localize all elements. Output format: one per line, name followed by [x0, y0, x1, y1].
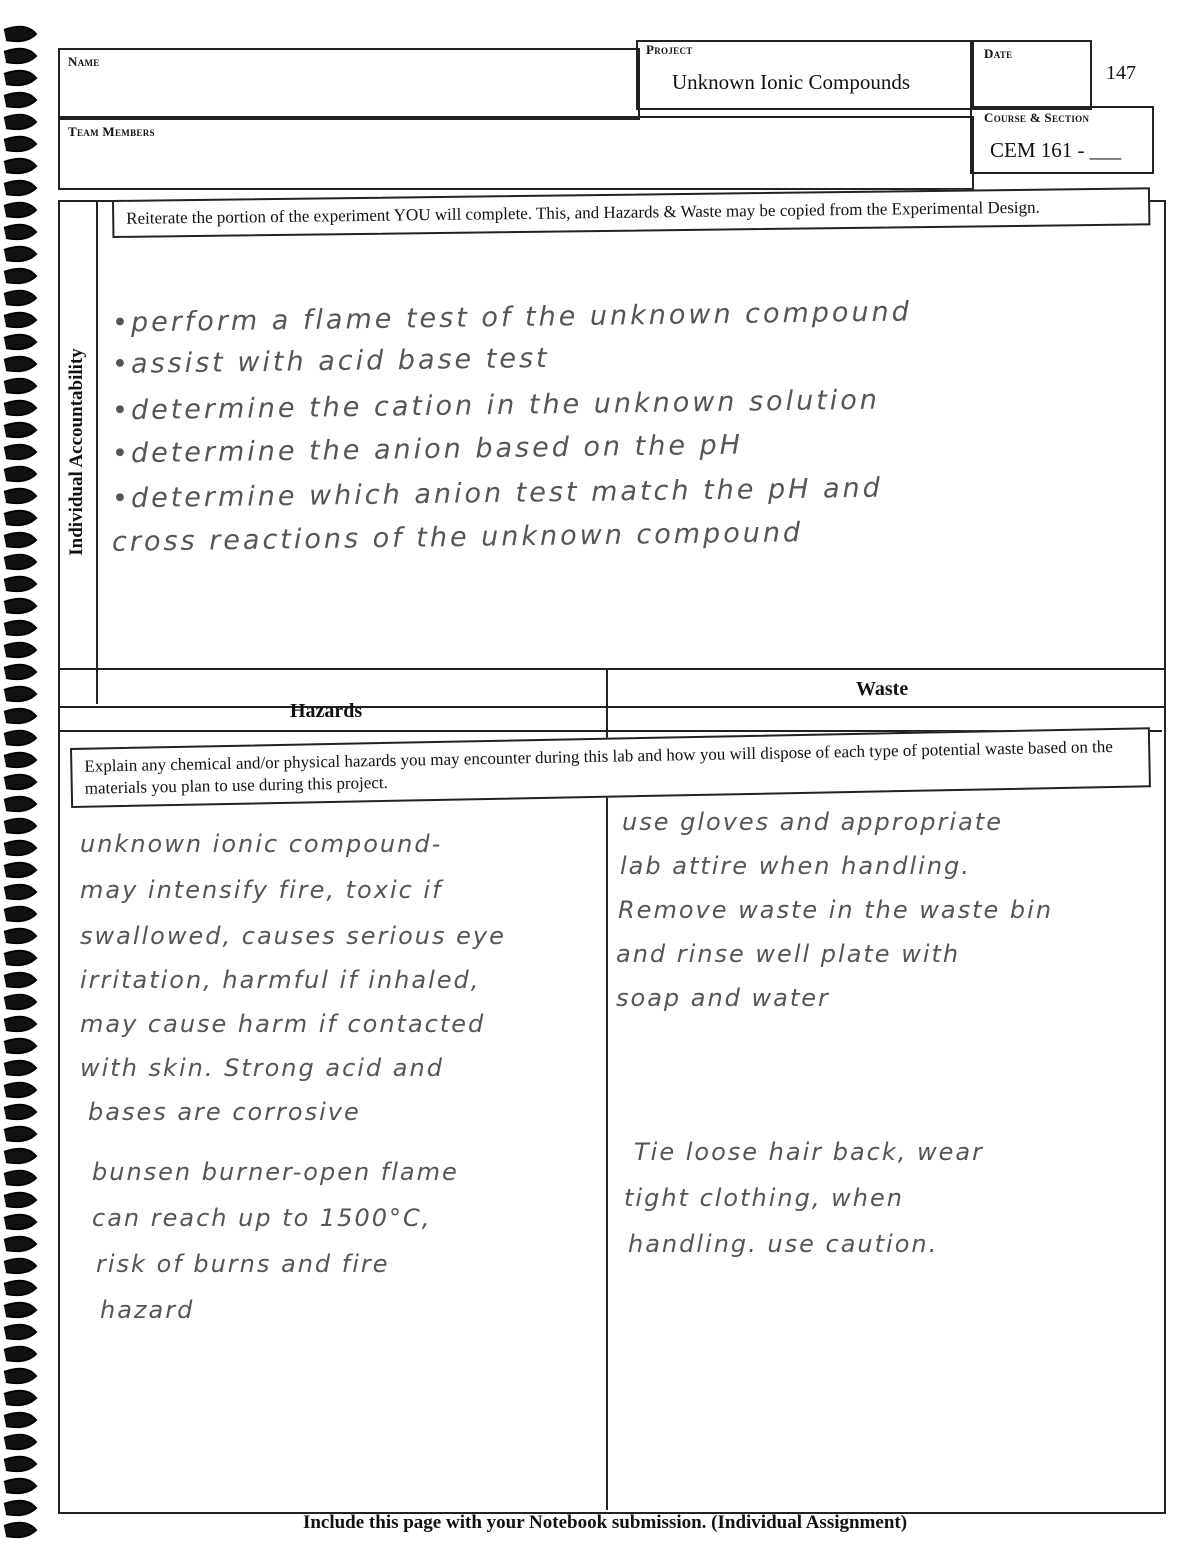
- waste-line: Tie loose hair back, wear: [634, 1138, 984, 1166]
- spiral-coil: [4, 995, 36, 1009]
- hazard-line: can reach up to 1500°C,: [92, 1204, 432, 1232]
- hazard-notes: [80, 812, 602, 1372]
- spiral-coil: [4, 401, 36, 415]
- team-box: [58, 116, 974, 190]
- spiral-coil: [4, 775, 36, 789]
- course-value: CEM 161 - ___: [990, 138, 1122, 162]
- spiral-coil: [4, 797, 36, 811]
- accountability-line: •assist with acid base test: [111, 342, 550, 381]
- project-label: Project: [646, 42, 693, 57]
- spiral-coil: [4, 1369, 36, 1383]
- spiral-binding: [0, 10, 44, 1550]
- spiral-coil: [4, 731, 36, 745]
- spiral-coil: [4, 1237, 36, 1251]
- hazard-line: risk of burns and fire: [96, 1250, 390, 1278]
- spiral-coil: [4, 357, 36, 371]
- date-label: Date: [984, 46, 1013, 61]
- spiral-coil: [4, 973, 36, 987]
- spiral-coil: [4, 1325, 36, 1339]
- spiral-coil: [4, 929, 36, 943]
- spiral-coil: [4, 181, 36, 195]
- spiral-coil: [4, 115, 36, 129]
- waste-line: soap and water: [616, 984, 830, 1012]
- spiral-coil: [4, 1457, 36, 1471]
- accountability-line: •determine the anion based on the pH: [111, 429, 744, 470]
- spiral-coil: [4, 1391, 36, 1405]
- accountability-notes: [112, 290, 1152, 590]
- spiral-coil: [4, 555, 36, 569]
- waste-line: tight clothing, when: [624, 1184, 904, 1212]
- hazard-line: with skin. Strong acid and: [80, 1054, 444, 1082]
- spiral-coil: [4, 225, 36, 239]
- spiral-coil: [4, 1259, 36, 1273]
- page-number: 147: [1106, 62, 1136, 84]
- name-label: Name: [68, 54, 100, 69]
- project-value: Unknown Ionic Compounds: [672, 70, 910, 94]
- hazard-line: bases are corrosive: [88, 1098, 361, 1126]
- waste-line: lab attire when handling.: [620, 852, 971, 880]
- spiral-coil: [4, 753, 36, 767]
- spiral-coil: [4, 467, 36, 481]
- spiral-coil: [4, 291, 36, 305]
- spiral-coil: [4, 203, 36, 217]
- spiral-coil: [4, 665, 36, 679]
- spiral-coil: [4, 1435, 36, 1449]
- spiral-coil: [4, 489, 36, 503]
- spiral-coil: [4, 1479, 36, 1493]
- spiral-coil: [4, 247, 36, 261]
- accountability-instruction: Reiterate the portion of the experiment YOU will complete. This, and Hazards & Waste may be copied from the Experimental Design.: [112, 187, 1150, 238]
- spiral-coil: [4, 907, 36, 921]
- hazard-line: bunsen burner-open flame: [92, 1158, 459, 1186]
- spiral-coil: [4, 885, 36, 899]
- spiral-coil: [4, 1303, 36, 1317]
- spiral-coil: [4, 1215, 36, 1229]
- spiral-coil: [4, 951, 36, 965]
- accountability-line: •determine the cation in the unknown solution: [111, 384, 881, 427]
- spiral-coil: [4, 49, 36, 63]
- spiral-coil: [4, 1083, 36, 1097]
- spiral-coil: [4, 1039, 36, 1053]
- spiral-coil: [4, 1171, 36, 1185]
- hazard-line: swallowed, causes serious eye: [80, 922, 506, 950]
- accountability-line: •perform a flame test of the unknown compound: [111, 296, 913, 339]
- spiral-coil: [4, 1347, 36, 1361]
- spiral-coil: [4, 379, 36, 393]
- spiral-coil: [4, 1017, 36, 1031]
- waste-line: handling. use caution.: [628, 1230, 939, 1258]
- spiral-coil: [4, 1149, 36, 1163]
- spiral-coil: [4, 863, 36, 877]
- spiral-coil: [4, 621, 36, 635]
- waste-line: Remove waste in the waste bin: [618, 896, 1054, 924]
- spiral-coil: [4, 643, 36, 657]
- spiral-coil: [4, 533, 36, 547]
- spiral-coil: [4, 159, 36, 173]
- hazard-line: may intensify fire, toxic if: [80, 876, 443, 904]
- accountability-line: •determine which anion test match the pH and: [111, 472, 883, 515]
- accountability-line: cross reactions of the unknown compound: [111, 517, 804, 558]
- spiral-coil: [4, 1413, 36, 1427]
- spiral-coil: [4, 1193, 36, 1207]
- accountability-sidebar-divider: [96, 200, 98, 704]
- hazards-instruction: Explain any chemical and/or physical hazards you may encounter during this lab and how you will dispose of each type of potential waste based on the materials you plan to use during this project.: [70, 727, 1151, 808]
- spiral-coil: [4, 137, 36, 151]
- footer-note: Include this page with your Notebook submission. (Individual Assignment): [302, 1512, 908, 1533]
- course-label: Course & Section: [984, 110, 1090, 125]
- waste-heading: Waste: [856, 678, 909, 700]
- waste-line: and rinse well plate with: [616, 940, 961, 968]
- spiral-coil: [4, 599, 36, 613]
- spiral-coil: [4, 1105, 36, 1119]
- spiral-coil: [4, 577, 36, 591]
- spiral-coil: [4, 27, 36, 41]
- spiral-coil: [4, 71, 36, 85]
- spiral-coil: [4, 335, 36, 349]
- spiral-coil: [4, 841, 36, 855]
- waste-notes: [616, 800, 1158, 1270]
- hazard-line: unknown ionic compound-: [80, 830, 443, 858]
- name-box: [58, 48, 640, 120]
- spiral-coil: [4, 1061, 36, 1075]
- spiral-coil: [4, 709, 36, 723]
- hazards-heading: Hazards: [290, 700, 363, 722]
- spiral-coil: [4, 93, 36, 107]
- spiral-coil: [4, 445, 36, 459]
- hazard-line: may cause harm if contacted: [80, 1010, 486, 1038]
- spiral-coil: [4, 269, 36, 283]
- spiral-coil: [4, 1281, 36, 1295]
- spiral-coil: [4, 313, 36, 327]
- hazard-line: hazard: [100, 1296, 195, 1324]
- spiral-coil: [4, 1127, 36, 1141]
- team-label: Team Members: [68, 124, 155, 139]
- spiral-coil: [4, 511, 36, 525]
- spiral-coil: [4, 423, 36, 437]
- hazard-line: irritation, harmful if inhaled,: [80, 966, 481, 994]
- spiral-coil: [4, 687, 36, 701]
- waste-line: use gloves and appropriate: [622, 808, 1003, 836]
- spiral-coil: [4, 819, 36, 833]
- accountability-side-label: Individual Accountability: [66, 348, 87, 556]
